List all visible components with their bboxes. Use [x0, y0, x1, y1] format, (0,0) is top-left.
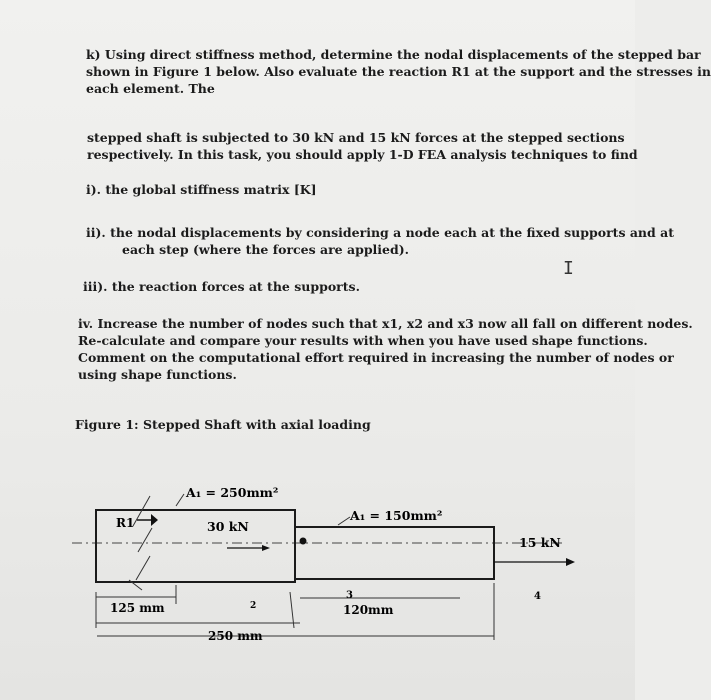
question-line-2: shown in Figure 1 below. Also evaluate the reaction R1 at the support and the stresses in [86, 64, 711, 79]
item-2-line-1: ii). the nodal displacements by considering a node each at the fixed supports and at [86, 225, 674, 240]
area2-leader [338, 517, 350, 525]
dim-125-label: 125 mm [110, 601, 165, 615]
force1-label: 30 kN [207, 519, 249, 534]
force2-label: 15 kN [519, 535, 561, 550]
item-4-line-4: using shape functions. [78, 367, 237, 382]
question-line-3: each element. The [86, 81, 215, 96]
question-line-1: k) Using direct stiffness method, determine the nodal displacements of the stepped bar [86, 47, 701, 62]
force1-arrowhead [262, 545, 270, 551]
node-4-label: 4 [534, 591, 541, 602]
text-cursor-icon: I [563, 258, 574, 279]
dim-120-label: 120mm [343, 603, 394, 617]
para2-line-1: stepped shaft is subjected to 30 kN and 15 kN forces at the stepped sections [87, 130, 625, 145]
reaction-arrowhead [151, 514, 158, 526]
item-4-line-2: Re-calculate and compare your results with when you have used shape functions. [78, 333, 648, 348]
para2-line-2: respectively. In this task, you should apply 1-D FEA analysis techniques to find [87, 147, 638, 162]
area2-label: A₁ = 150mm² [350, 508, 443, 523]
dim-250-label: 250 mm [208, 629, 263, 643]
item-1: i). the global stiffness matrix [K] [86, 182, 317, 197]
area1-label: A₁ = 250mm² [186, 485, 279, 500]
area1-leader [176, 494, 184, 506]
node-2-label: 2 [250, 601, 257, 611]
item-3: iii). the reaction forces at the supports. [83, 279, 360, 294]
figure-caption: Figure 1: Stepped Shaft with axial loading [75, 417, 371, 432]
support-hatch [138, 528, 152, 552]
force2-arrowhead [566, 558, 575, 566]
element-narrow-section [295, 527, 494, 579]
support-hatch [136, 556, 150, 580]
item-4-line-1: iv. Increase the number of nodes such that x1, x2 and x3 now all fall on different nodes. [78, 316, 693, 331]
node-dot [300, 538, 307, 545]
item-2-line-2: each step (where the forces are applied). [122, 242, 410, 257]
reaction-label: R1 [116, 516, 135, 530]
item-4-line-3: Comment on the computational effort required in increasing the number of nodes or [78, 350, 674, 365]
node-3-label: 3 [346, 590, 353, 601]
